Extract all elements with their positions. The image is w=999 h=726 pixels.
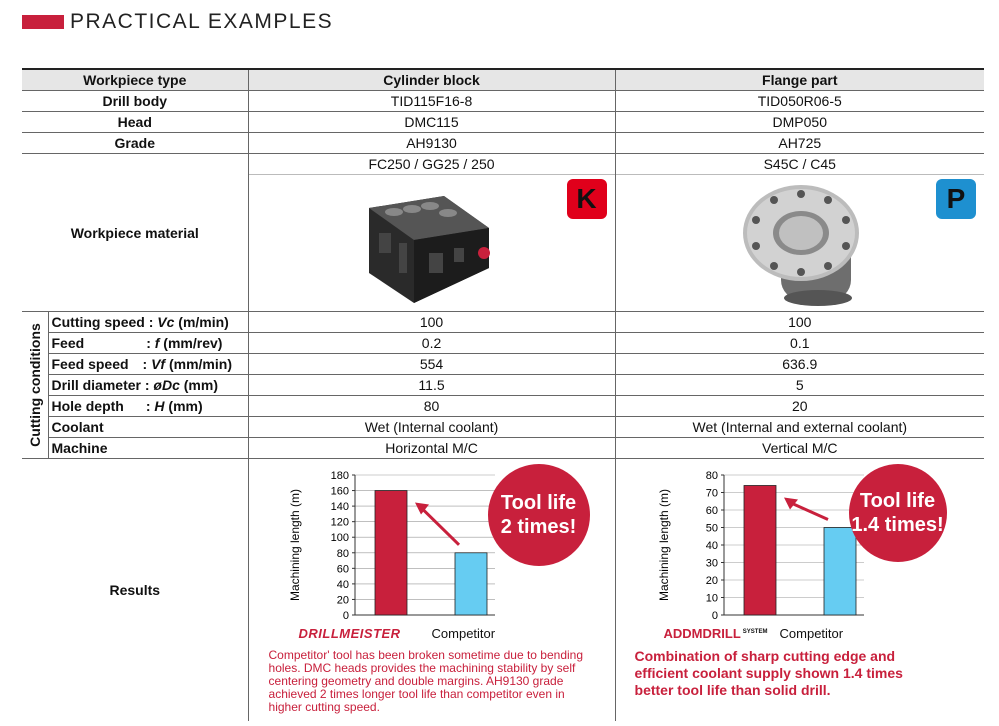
y-tick-label: 160 <box>330 485 349 498</box>
flange-part-image <box>736 178 866 308</box>
cutting-conditions-group-label <box>22 312 48 459</box>
y-tick-label: 10 <box>705 592 718 605</box>
row-label-head: Head <box>22 112 248 133</box>
table-row <box>22 154 984 175</box>
arrow-shaft <box>790 503 828 520</box>
competitor-label: Competitor <box>431 626 496 641</box>
cell-value: 0.1 <box>615 333 984 354</box>
results-left-cell <box>248 459 615 722</box>
cell-value: 100 <box>615 312 984 333</box>
table-row <box>22 91 984 112</box>
results-note-right: Combination of sharp cutting edge and efficient coolant supply shown 1.4 times better tool life than solid drill. <box>634 648 903 698</box>
y-tick-label: 50 <box>705 522 718 535</box>
y-tick-label: 120 <box>330 516 349 529</box>
header-accent-bar <box>22 15 64 29</box>
cell-value: Horizontal M/C <box>248 438 615 459</box>
brand-small-text: SYSTEM <box>742 628 768 635</box>
table-row <box>22 133 984 154</box>
cell-value: Vertical M/C <box>615 438 984 459</box>
results-note-left: Competitor' tool has been broken sometime due to bending holes. DMC heads provides the machining stability by self centering geometry and double margins. AH9130 grade achieved 2 times longer tool life than competitor even in higher cutting speed. <box>268 648 583 714</box>
table-row <box>22 417 984 438</box>
bar-addmdrill <box>744 486 776 616</box>
chart-right <box>654 467 884 639</box>
row-label-machine: Machine <box>48 438 248 459</box>
cell-value: AH9130 <box>248 133 615 154</box>
y-tick-label: 60 <box>705 505 718 517</box>
row-label-cutting-speed: Cutting speed : Vc (m/min) <box>48 312 248 333</box>
row-label-feed-speed: Feed speed : Vf (mm/min) <box>48 354 248 375</box>
bar-competitor <box>455 553 487 615</box>
cylinder-block-image <box>349 178 509 308</box>
results-row <box>22 459 984 722</box>
results-right-cell <box>615 459 984 722</box>
cylinder-block-image-cell <box>248 175 615 312</box>
row-label-grade: Grade <box>22 133 248 154</box>
y-tick-label: 20 <box>336 594 349 607</box>
cell-value: DMP050 <box>615 112 984 133</box>
y-tick-label: 40 <box>705 540 718 552</box>
burst-text-line1: Tool life <box>859 490 936 512</box>
brand-logo-drillmeister: DRILLMEISTER <box>298 626 401 641</box>
y-tick-label: 40 <box>336 578 349 591</box>
flange-part-image-cell <box>615 175 984 312</box>
chart-left <box>285 467 515 639</box>
cell-value: 636.9 <box>615 354 984 375</box>
cell-value: 554 <box>248 354 615 375</box>
table-row <box>22 112 984 133</box>
cell-value: Wet (Internal and external coolant) <box>615 417 984 438</box>
tool-life-burst-left <box>488 464 590 566</box>
row-label-drill-diameter: Drill diameter : øDc (mm) <box>48 375 248 396</box>
cell-value: 20 <box>615 396 984 417</box>
y-tick-label: 180 <box>330 470 349 482</box>
cell-value: 11.5 <box>248 375 615 396</box>
table-row <box>22 312 984 333</box>
row-label-hole-depth: Hole depth : H (mm) <box>48 396 248 417</box>
cutting-conditions-text: Cutting conditions <box>26 323 43 447</box>
row-label-drill-body: Drill body <box>22 91 248 112</box>
y-tick-label: 70 <box>705 487 718 500</box>
y-tick-label: 80 <box>336 547 349 560</box>
badge-k-icon: K <box>567 179 607 219</box>
burst-text-line2: 1.4 times! <box>851 514 944 536</box>
y-axis-label: Machining length (m) <box>656 488 671 602</box>
header-flange-part: Flange part <box>615 69 984 91</box>
burst-text-line2: 2 times! <box>500 516 577 538</box>
y-tick-label: 60 <box>336 563 349 576</box>
cell-value: 100 <box>248 312 615 333</box>
cell-value: 0.2 <box>248 333 615 354</box>
y-tick-label: 100 <box>330 532 349 545</box>
page-title: PRACTICAL EXAMPLES <box>70 10 334 33</box>
y-tick-label: 0 <box>711 610 718 622</box>
practical-examples-table <box>22 68 984 721</box>
table-row <box>22 375 984 396</box>
table-row <box>22 354 984 375</box>
cell-value: AH725 <box>615 133 984 154</box>
cell-value: DMC115 <box>248 112 615 133</box>
cell-value: S45C / C45 <box>615 154 984 175</box>
header-workpiece-type: Workpiece type <box>22 69 248 91</box>
table-header-row <box>22 69 984 91</box>
cell-value: 80 <box>248 396 615 417</box>
brand-logo-addmdrill <box>664 626 768 641</box>
table-row <box>22 333 984 354</box>
y-tick-label: 30 <box>705 557 718 570</box>
arrow-shaft <box>421 508 459 545</box>
y-tick-label: 20 <box>705 575 718 587</box>
row-label-workpiece-material: Workpiece material <box>22 154 248 312</box>
bar-competitor <box>824 528 856 616</box>
y-tick-label: 80 <box>705 470 718 482</box>
cell-value: TID115F16-8 <box>248 91 615 112</box>
burst-text-line1: Tool life <box>500 492 577 514</box>
cell-value: TID050R06-5 <box>615 91 984 112</box>
bar-drillmeister <box>375 491 407 615</box>
row-label-results: Results <box>22 459 248 722</box>
tool-life-burst-right <box>849 464 947 562</box>
section-header <box>22 8 333 36</box>
badge-p-icon: P <box>936 179 976 219</box>
row-label-feed: Feed : f (mm/rev) <box>48 333 248 354</box>
y-tick-label: 0 <box>342 610 349 622</box>
header-cylinder-block: Cylinder block <box>248 69 615 91</box>
brand-text: ADDMDRILL <box>663 626 741 641</box>
competitor-label: Competitor <box>779 626 844 641</box>
table-row <box>22 438 984 459</box>
table-row <box>22 396 984 417</box>
y-tick-label: 140 <box>330 501 349 514</box>
cell-value: Wet (Internal coolant) <box>248 417 615 438</box>
row-label-coolant: Coolant <box>48 417 248 438</box>
cell-value: FC250 / GG25 / 250 <box>248 154 615 175</box>
cell-value: 5 <box>615 375 984 396</box>
y-axis-label: Machining length (m) <box>287 488 302 602</box>
